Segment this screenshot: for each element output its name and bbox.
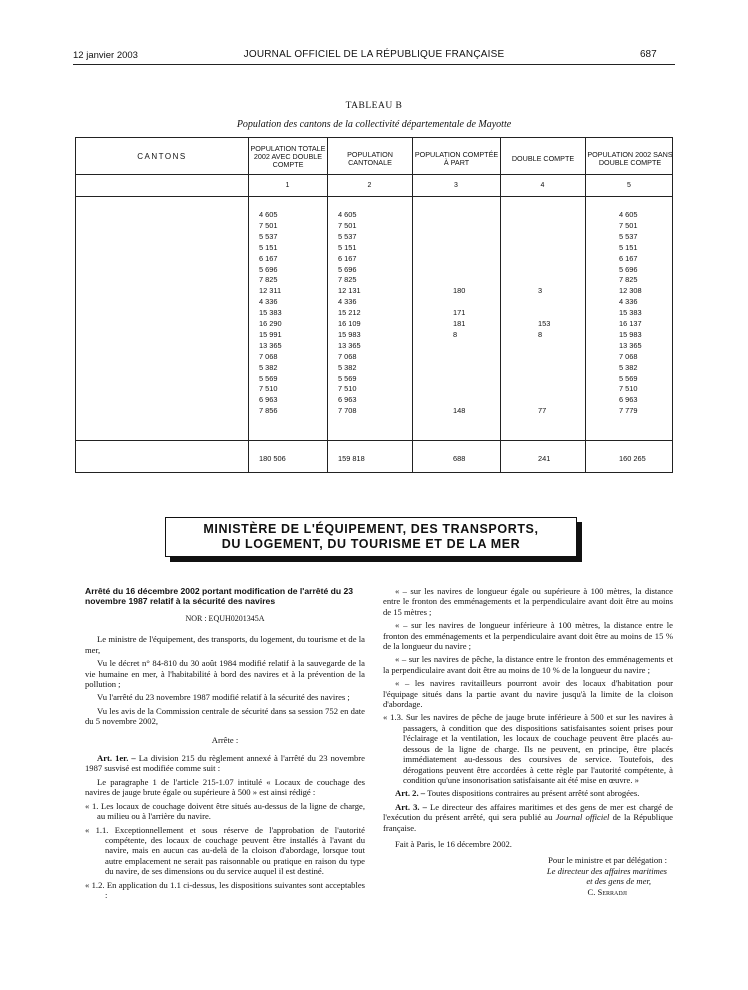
cell-c2: 6 963 bbox=[338, 395, 357, 405]
fait-a-paris: Fait à Paris, le 16 décembre 2002. bbox=[395, 838, 512, 849]
header-rule bbox=[76, 174, 672, 175]
cell-c1: 4 336 bbox=[259, 297, 278, 307]
cell-c5: 4 336 bbox=[619, 297, 638, 307]
table-row bbox=[76, 352, 672, 363]
cell-c5: 5 151 bbox=[619, 242, 638, 252]
dash-item: « – sur les navires de longueur égale ou supérieure à 100 mètres, la distance entre le fronton des emménagements et la perpendiculaire avant doit être au moins de 15 mètres ; bbox=[383, 586, 673, 617]
cell-c1: 7 510 bbox=[259, 384, 278, 394]
col-header-double: DOUBLE COMPTE bbox=[511, 154, 575, 163]
cell-c1: 7 825 bbox=[259, 275, 278, 285]
cell-c3: 148 bbox=[453, 406, 466, 416]
cell-c1: 13 365 bbox=[259, 340, 282, 350]
cell-c3: 8 bbox=[453, 329, 458, 339]
table-row bbox=[76, 374, 672, 385]
article-1: Art. 1er. – La division 215 du règlement annexé à l'arrêté du 23 novembre 1987 susvisé est modifiée comme suit : bbox=[85, 753, 365, 774]
cell-c1: 15 991 bbox=[259, 329, 282, 339]
cell-c5: 7 779 bbox=[619, 406, 638, 416]
table-row bbox=[76, 210, 672, 221]
cell-c5: 7 068 bbox=[619, 351, 638, 361]
cell-c5: 6 167 bbox=[619, 253, 638, 263]
item-1-3: « 1.3. Sur les navires de pêche de jauge brute inférieure à 500 et sur les navires à passagers, à condition que des dispositions satisfaisantes soient prises pour l'éclairage et la ventilation, les locaux de couchage peuvent être placés au-dessous de la ligne de charge. Ils ne peuvent, en principe, être placés immédiatement au-dessous des coursives de service. Toutefois, des dérogations peuvent être accordées à cette règle par l'autorité compétente, à condition qu'une insonorisation satisfaisante ait été mise en œuvre. » bbox=[383, 712, 673, 785]
table-row bbox=[76, 330, 672, 341]
item-1: « 1. Les locaux de couchage doivent être situés au-dessus de la ligne de charge, au milieu ou à l'arrière du navire. bbox=[85, 800, 365, 822]
cell-c4: 3 bbox=[538, 286, 543, 296]
cell-c2: 5 151 bbox=[338, 242, 357, 252]
cell-c2: 7 068 bbox=[338, 351, 357, 361]
nor-reference: NOR : EQUH0201345A bbox=[185, 614, 265, 623]
cell-c1: 6 167 bbox=[259, 253, 278, 263]
cell-c5: 5 696 bbox=[619, 264, 638, 274]
cell-c1: 16 290 bbox=[259, 319, 282, 328]
cell-c1: 5 569 bbox=[259, 373, 278, 383]
table-row bbox=[76, 297, 672, 308]
col-number: 4 bbox=[540, 182, 545, 189]
left-column bbox=[85, 586, 365, 903]
cell-c2: 4 605 bbox=[338, 210, 357, 219]
cell-c4: 241 bbox=[538, 454, 551, 463]
right-column bbox=[383, 586, 673, 897]
population-table bbox=[75, 137, 673, 473]
table-subtitle: Population des cantons de la collectivité départementale de Mayotte bbox=[236, 119, 512, 130]
cell-c2: 159 818 bbox=[338, 454, 365, 463]
header-date: 12 janvier 2003 bbox=[73, 50, 138, 61]
ministry-name-line1: MINISTÈRE DE L'ÉQUIPEMENT, DES TRANSPORTS, bbox=[203, 522, 539, 536]
page-number: 687 bbox=[640, 49, 657, 60]
header-rule bbox=[73, 64, 675, 65]
article-2: Art. 2. – Toutes dispositions contraires au présent arrêté sont abrogées. bbox=[395, 788, 640, 799]
visa-paragraph: Vu l'arrêté du 23 novembre 1987 modifié relatif à la sécurité des navires ; bbox=[97, 692, 350, 703]
cell-c2: 16 109 bbox=[338, 319, 361, 328]
item-1-2: « 1.2. En application du 1.1 ci-dessus, les dispositions suivantes sont acceptables : bbox=[85, 879, 365, 900]
cell-c1: 7 501 bbox=[259, 220, 278, 230]
signature-title: et des gens de mer, bbox=[586, 876, 651, 887]
signatory-name: C. Serradji bbox=[587, 886, 627, 897]
table-title: TABLEAU B bbox=[345, 101, 403, 111]
col-header-cantonale: POPULATION CANTONALE bbox=[347, 150, 393, 167]
cell-c5: 13 365 bbox=[619, 340, 642, 350]
cell-c2: 7 510 bbox=[338, 384, 357, 394]
paragraph-intro: Le paragraphe 1 de l'article 215-1.07 intitulé « Locaux de couchage des navires de jauge brute égale ou supérieure à 500 » est ainsi rédigé : bbox=[85, 776, 365, 798]
cell-c1: 5 151 bbox=[259, 242, 278, 252]
visa-paragraph: Le ministre de l'équipement, des transports, du logement, du tourisme et de la mer, bbox=[85, 634, 365, 655]
cell-c2: 13 365 bbox=[338, 340, 361, 350]
cell-c4: 77 bbox=[538, 406, 547, 416]
cell-c1: 4 605 bbox=[259, 210, 278, 219]
cell-c5: 12 308 bbox=[619, 286, 642, 296]
header-rule bbox=[76, 196, 672, 197]
cell-c3: 180 bbox=[453, 286, 466, 296]
cell-c5: 15 383 bbox=[619, 308, 642, 318]
col-header-comptee: POPULATION COMPTÉE À PART bbox=[414, 150, 499, 167]
table-row bbox=[76, 232, 672, 243]
cell-c1: 6 963 bbox=[259, 395, 278, 405]
table-row bbox=[76, 243, 672, 254]
cell-c1: 5 537 bbox=[259, 231, 278, 241]
cell-c1: 5 696 bbox=[259, 264, 278, 274]
item-1-1: « 1.1. Exceptionnellement et sous réserve de l'approbation de l'autorité compétente, des locaux de couchage peuvent être installés à l'avant du navire, mais en aucun cas au-delà de la cloison d'abordage, lorsque tout autre emplacement ne serait pas raisonnable ou pratique en raison du type du navire, de ses dimensions ou du service auquel il est destiné. bbox=[85, 824, 365, 877]
cell-c2: 6 167 bbox=[338, 253, 357, 263]
dash-item: « – sur les navires de longueur inférieure à 100 mètres, la distance entre le fronton des emménagements et la perpendiculaire avant doit être au moins de 15 % de la longueur du navire ; bbox=[383, 620, 673, 652]
cell-c4: 153 bbox=[538, 319, 551, 328]
cell-c5: 7 510 bbox=[619, 384, 638, 394]
signature-line: Pour le ministre et par délégation : bbox=[548, 855, 667, 866]
cell-c1: 15 383 bbox=[259, 308, 282, 318]
cell-c1: 7 068 bbox=[259, 351, 278, 361]
table-row bbox=[76, 286, 672, 297]
cell-c3: 171 bbox=[453, 308, 466, 318]
table-row bbox=[76, 384, 672, 395]
cell-c5: 5 382 bbox=[619, 362, 638, 372]
ministry-name-line2: DU LOGEMENT, DU TOURISME ET DE LA MER bbox=[221, 537, 521, 551]
cell-c5: 15 983 bbox=[619, 329, 642, 339]
cell-c2: 7 708 bbox=[338, 406, 357, 416]
signature-title: Le directeur des affaires maritimes bbox=[546, 865, 667, 876]
cell-c2: 4 336 bbox=[338, 297, 357, 307]
journal-title: JOURNAL OFFICIEL DE LA RÉPUBLIQUE FRANÇAISE bbox=[243, 49, 505, 60]
cell-c3: 181 bbox=[453, 319, 466, 328]
cell-c1: 180 506 bbox=[259, 454, 286, 463]
total-row bbox=[76, 454, 672, 465]
cell-c2: 7 825 bbox=[338, 275, 357, 285]
ministry-banner bbox=[165, 517, 577, 557]
cell-c5: 16 137 bbox=[619, 319, 642, 328]
cell-c3: 688 bbox=[453, 454, 466, 463]
cell-c2: 5 382 bbox=[338, 362, 357, 372]
table-row bbox=[76, 395, 672, 406]
cell-c1: 5 382 bbox=[259, 362, 278, 372]
visa-paragraph: Vu les avis de la Commission centrale de sécurité dans sa session 752 en date du 5 novembre 2002, bbox=[85, 705, 365, 727]
table-row bbox=[76, 254, 672, 265]
visa-paragraph: Vu le décret n° 84-810 du 30 août 1984 modifié relatif à la sauvegarde de la vie humaine en mer, à l'habitabilité à bord des navires et à la prévention de la pollution ; bbox=[85, 658, 365, 690]
total-rule bbox=[76, 440, 672, 441]
cell-c1: 7 856 bbox=[259, 406, 278, 416]
cell-c2: 7 501 bbox=[338, 220, 357, 230]
table-row bbox=[76, 341, 672, 352]
table-row bbox=[76, 319, 672, 330]
article-3: Art. 3. – Le directeur des affaires maritimes et des gens de mer est chargé de l'exécution du présent arrêté, qui sera publié au Journal officiel de la République française. bbox=[383, 801, 673, 833]
col-number: 2 bbox=[367, 182, 372, 189]
col-header-cantons: CANTONS bbox=[137, 152, 187, 161]
col-number: 5 bbox=[627, 182, 631, 189]
cell-c1: 12 311 bbox=[259, 286, 282, 296]
dash-item: « – les navires ravitailleurs pourront avoir des locaux d'habitation pour l'équipage situés dans la partie avant du navire jusqu'à la limite de la cloison d'abordage. bbox=[383, 678, 673, 710]
table-row bbox=[76, 363, 672, 374]
table-row bbox=[76, 308, 672, 319]
arrete-line: Arrête : bbox=[211, 734, 239, 745]
cell-c5: 7 501 bbox=[619, 220, 638, 230]
cell-c2: 5 537 bbox=[338, 231, 357, 241]
table-row bbox=[76, 221, 672, 232]
cell-c2: 15 983 bbox=[338, 329, 361, 339]
table-row bbox=[76, 265, 672, 276]
col-number: 1 bbox=[285, 182, 290, 189]
cell-c5: 6 963 bbox=[619, 395, 638, 405]
cell-c5: 5 537 bbox=[619, 231, 638, 241]
col-header-total: POPULATION TOTALE 2002 AVEC DOUBLE COMPTE bbox=[250, 144, 326, 169]
col-header-sans-double: POPULATION 2002 SANS DOUBLE COMPTE bbox=[587, 150, 673, 167]
col-number: 3 bbox=[454, 182, 458, 189]
cell-c2: 5 696 bbox=[338, 264, 357, 274]
cell-c4: 8 bbox=[538, 329, 543, 339]
decree-title: Arrêté du 16 décembre 2002 portant modification de l'arrêté du 23 novembre 1987 relatif à la sécurité des navires bbox=[85, 586, 354, 606]
cell-c2: 15 212 bbox=[338, 308, 361, 318]
cell-c5: 5 569 bbox=[619, 373, 638, 383]
cell-c2: 5 569 bbox=[338, 373, 357, 383]
cell-c2: 12 131 bbox=[338, 286, 361, 296]
cell-c5: 7 825 bbox=[619, 275, 638, 285]
dash-item: « – sur les navires de pêche, la distance entre le fronton des emménagements et la perpendiculaire avant doit être au moins de 10 % de la longueur du navire ; bbox=[383, 654, 673, 675]
table-row bbox=[76, 275, 672, 286]
cell-c5: 4 605 bbox=[619, 210, 638, 219]
table-row bbox=[76, 406, 672, 417]
cell-c5: 160 265 bbox=[619, 454, 646, 463]
